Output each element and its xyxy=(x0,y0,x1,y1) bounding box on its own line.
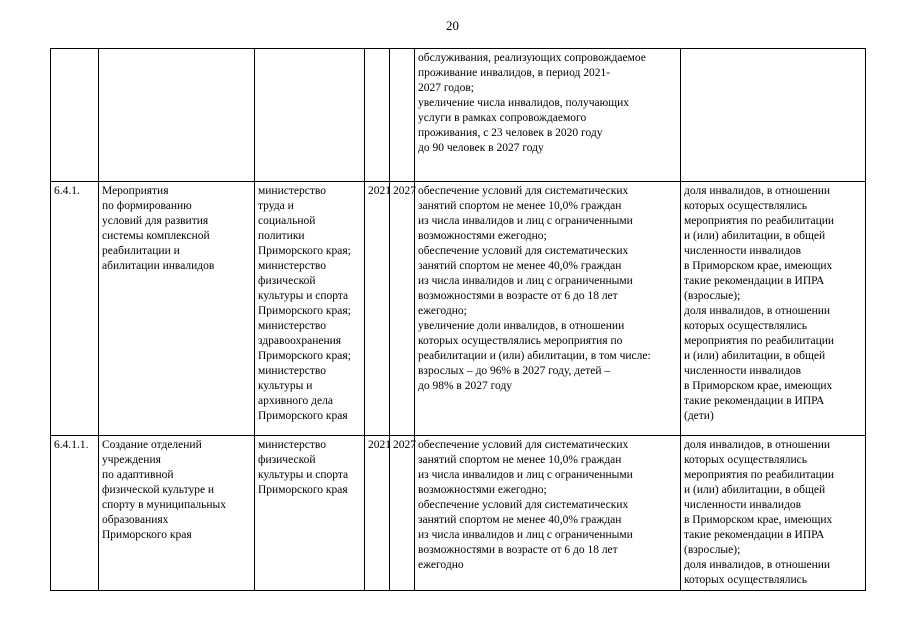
executor-line: культуры и спорта xyxy=(258,469,349,481)
item-number-cell: 6.4.1. xyxy=(51,182,99,436)
indicator-line: (взрослые); xyxy=(684,544,741,556)
measure-name-line: учреждения xyxy=(102,454,161,466)
executor-cell xyxy=(255,436,365,591)
expected-result-line: 2027 годов; xyxy=(418,82,474,94)
executor-line: здравоохранения xyxy=(258,335,342,347)
expected-result-line: проживание инвалидов, в период 2021- xyxy=(418,67,611,79)
measure-name-line: Приморского края xyxy=(102,529,192,541)
expected-result-cell xyxy=(415,436,681,591)
start-year-cell: 2021 xyxy=(365,436,390,591)
end-year-cell: 2027 xyxy=(390,182,415,436)
measure-name-line: физической культуре и xyxy=(102,484,215,496)
expected-result-line: до 90 человек в 2027 году xyxy=(418,142,544,154)
measure-name-line: условий для развития xyxy=(102,215,209,227)
expected-result-line: до 98% в 2027 году xyxy=(418,380,513,392)
executor-line: министерство xyxy=(258,320,326,332)
executor-line: социальной xyxy=(258,215,316,227)
expected-result-line: обслуживания, реализующих сопровождаемое xyxy=(418,52,646,64)
executor-line: Приморского края xyxy=(258,410,348,422)
expected-result-line: которых осуществлялись мероприятия по xyxy=(418,335,623,347)
measure-name-line: реабилитации и xyxy=(102,245,180,257)
measure-name-line: абилитации инвалидов xyxy=(102,260,215,272)
indicator-line: мероприятия по реабилитации xyxy=(684,215,835,227)
expected-result-cell xyxy=(415,49,681,182)
program-measures-table xyxy=(50,48,866,591)
measure-name-cell xyxy=(99,49,255,182)
expected-result-line: занятий спортом не менее 40,0% граждан xyxy=(418,514,622,526)
expected-result-line: обеспечение условий для систематических xyxy=(418,439,629,451)
indicator-line: в Приморском крае, имеющих xyxy=(684,514,833,526)
item-number-cell xyxy=(51,49,99,182)
table-row xyxy=(51,436,866,591)
indicator-line: (взрослые); xyxy=(684,290,741,302)
executor-line: культуры и спорта xyxy=(258,290,349,302)
indicator-line: такие рекомендации в ИПРА xyxy=(684,395,825,407)
expected-result-line: возможностями ежегодно; xyxy=(418,484,547,496)
executor-line: министерство xyxy=(258,185,326,197)
indicator-line: и (или) абилитации, в общей xyxy=(684,350,826,362)
item-number-cell: 6.4.1.1. xyxy=(51,436,99,591)
expected-result-line: из числа инвалидов и лиц с ограниченными xyxy=(418,529,633,541)
table-row xyxy=(51,49,866,182)
executor-cell xyxy=(255,182,365,436)
measure-name-cell xyxy=(99,436,255,591)
indicator-cell xyxy=(681,49,866,182)
executor-line: министерство xyxy=(258,260,326,272)
indicator-line: в Приморском крае, имеющих xyxy=(684,260,833,272)
expected-result-line: занятий спортом не менее 10,0% граждан xyxy=(418,200,622,212)
executor-line: Приморского края xyxy=(258,484,348,496)
expected-result-line: занятий спортом не менее 40,0% граждан xyxy=(418,260,622,272)
start-year-cell: 2021 xyxy=(365,182,390,436)
expected-result-line: ежегодно xyxy=(418,559,464,571)
indicator-line: такие рекомендации в ИПРА xyxy=(684,275,825,287)
indicator-line: в Приморском крае, имеющих xyxy=(684,380,833,392)
expected-result-line: обеспечение условий для систематических xyxy=(418,499,629,511)
indicator-line: доля инвалидов, в отношении xyxy=(684,559,831,571)
expected-result-line: возможностями в возрасте от 6 до 18 лет xyxy=(418,544,618,556)
indicator-cell xyxy=(681,182,866,436)
expected-result-line: ежегодно; xyxy=(418,305,467,317)
indicator-line: численности инвалидов xyxy=(684,245,802,257)
indicator-line: которых осуществлялись xyxy=(684,454,807,466)
measure-name-cell xyxy=(99,182,255,436)
measure-name-line: Создание отделений xyxy=(102,439,202,451)
expected-result-line: из числа инвалидов и лиц с ограниченными xyxy=(418,469,633,481)
indicator-line: которых осуществлялись xyxy=(684,574,807,586)
expected-result-line: из числа инвалидов и лиц с ограниченными xyxy=(418,275,633,287)
expected-result-line: возможностями в возрасте от 6 до 18 лет xyxy=(418,290,618,302)
expected-result-line: из числа инвалидов и лиц с ограниченными xyxy=(418,215,633,227)
executor-line: министерство xyxy=(258,439,326,451)
indicator-line: такие рекомендации в ИПРА xyxy=(684,529,825,541)
page-number: 20 xyxy=(446,18,459,33)
executor-line: Приморского края; xyxy=(258,245,351,257)
executor-line: политики xyxy=(258,230,305,242)
measure-name-line: системы комплексной xyxy=(102,230,210,242)
executor-line: Приморского края; xyxy=(258,305,351,317)
measure-name-line: спорту в муниципальных xyxy=(102,499,227,511)
indicator-line: доля инвалидов, в отношении xyxy=(684,185,831,197)
indicator-line: которых осуществлялись xyxy=(684,320,807,332)
executor-line: физической xyxy=(258,454,316,466)
indicator-line: доля инвалидов, в отношении xyxy=(684,439,831,451)
table-row xyxy=(51,182,866,436)
executor-line: министерство xyxy=(258,365,326,377)
indicator-line: численности инвалидов xyxy=(684,365,802,377)
indicator-cell xyxy=(681,436,866,591)
indicator-line: численности инвалидов xyxy=(684,499,802,511)
end-year-cell xyxy=(390,49,415,182)
indicator-line: и (или) абилитации, в общей xyxy=(684,484,826,496)
expected-result-line: обеспечение условий для систематических xyxy=(418,185,629,197)
expected-result-line: услуги в рамках сопровождаемого xyxy=(418,112,587,124)
indicator-line: мероприятия по реабилитации xyxy=(684,335,835,347)
executor-line: Приморского края; xyxy=(258,350,351,362)
expected-result-line: взрослых – до 96% в 2027 году, детей – xyxy=(418,365,611,377)
expected-result-cell xyxy=(415,182,681,436)
expected-result-line: проживания, с 23 человек в 2020 году xyxy=(418,127,603,139)
executor-cell xyxy=(255,49,365,182)
indicator-line: доля инвалидов, в отношении xyxy=(684,305,831,317)
executor-line: труда и xyxy=(258,200,294,212)
expected-result-line: занятий спортом не менее 10,0% граждан xyxy=(418,454,622,466)
measure-name-line: по адаптивной xyxy=(102,469,174,481)
expected-result-line: увеличение числа инвалидов, получающих xyxy=(418,97,629,109)
executor-line: архивного дела xyxy=(258,395,333,407)
indicator-line: и (или) абилитации, в общей xyxy=(684,230,826,242)
expected-result-line: реабилитации и (или) абилитации, в том числе: xyxy=(418,350,651,362)
executor-line: физической xyxy=(258,275,316,287)
start-year-cell xyxy=(365,49,390,182)
measure-name-line: по формированию xyxy=(102,200,192,212)
expected-result-line: возможностями ежегодно; xyxy=(418,230,547,242)
executor-line: культуры и xyxy=(258,380,313,392)
indicator-line: которых осуществлялись xyxy=(684,200,807,212)
expected-result-line: обеспечение условий для систематических xyxy=(418,245,629,257)
expected-result-line: увеличение доли инвалидов, в отношении xyxy=(418,320,625,332)
indicator-line: (дети) xyxy=(684,410,714,422)
end-year-cell: 2027 xyxy=(390,436,415,591)
measure-name-line: Мероприятия xyxy=(102,185,169,197)
indicator-line: мероприятия по реабилитации xyxy=(684,469,835,481)
measure-name-line: образованиях xyxy=(102,514,169,526)
